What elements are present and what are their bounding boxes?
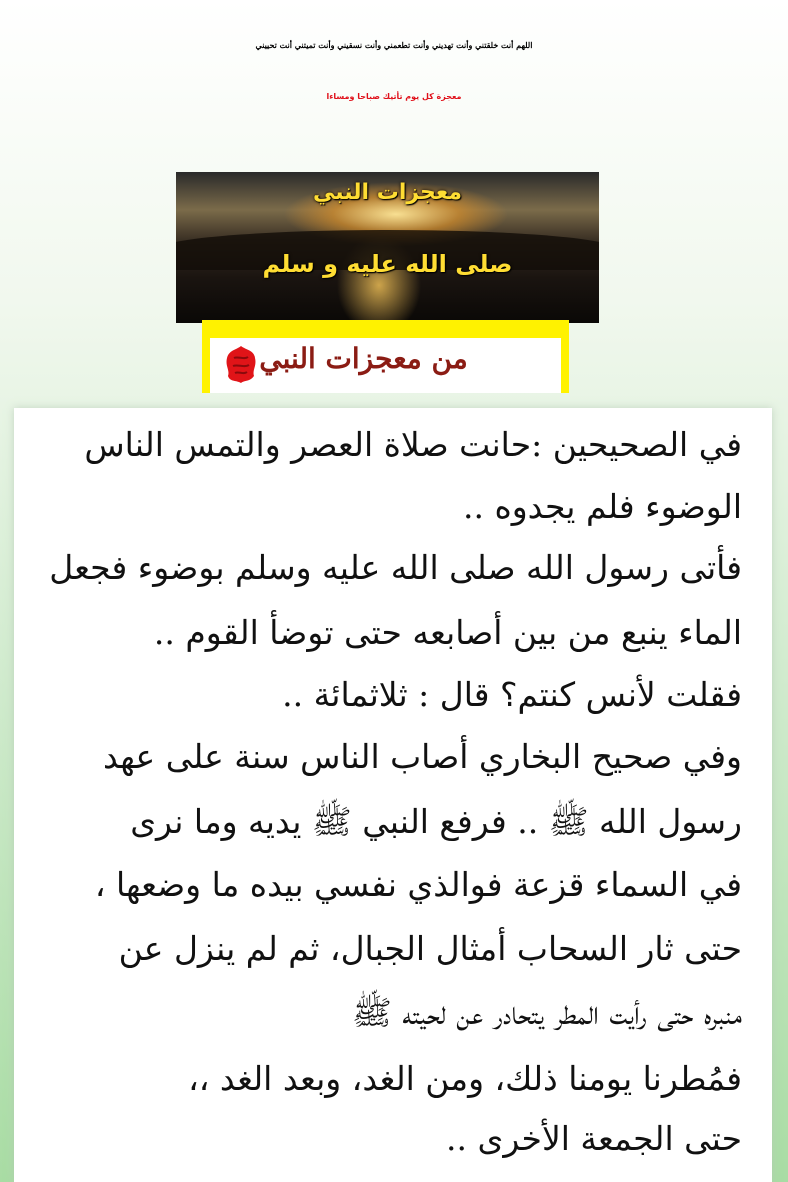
- banner-image: [176, 172, 599, 323]
- content-line: منبره حتى رأيت المطر يتحادر عن لحيته ﷺ: [352, 993, 742, 1032]
- prayer-line: اللهم أنت خلقتني وأنت تهديني وأنت تطعمني وأنت نسقيني وأنت تميتني أنت تحييني: [255, 40, 533, 50]
- content-line: الوضوء فلم يجدوه ..: [462, 487, 742, 526]
- content-line: رسول الله ﷺ .. فرفع النبي ﷺ يديه وما نرى: [130, 802, 742, 841]
- content-line: فأتى رسول الله صلى الله عليه وسلم بوضوء فجعل: [49, 548, 742, 587]
- content-line: فقلت لأنس كنتم؟ قال : ثلاثمائة ..: [282, 675, 742, 714]
- banner-title: معجزات النبي: [313, 180, 462, 205]
- page-title: معجزة كل يوم تأتيك صباحا ومساءا: [326, 92, 462, 101]
- content-line: حتى ثار السحاب أمثال الجبال، ثم لم ينزل عن: [118, 929, 742, 968]
- section-label: من معجزات النبي: [259, 342, 468, 375]
- content-line: وفي صحيح البخاري أصاب الناس سنة على عهد: [102, 737, 742, 776]
- content-line: في الصحيحين :حانت صلاة العصر والتمس الناس: [84, 425, 742, 464]
- banner-subtitle: صلى الله عليه و سلم: [262, 250, 513, 278]
- content-panel: [14, 408, 772, 1182]
- section-label-inner: [210, 338, 561, 393]
- content-line: في السماء قزعة فوالذي نفسي بيده ما وضعها ،: [94, 865, 742, 904]
- section-label-box: [202, 320, 569, 393]
- salawat-seal-icon: [224, 344, 258, 384]
- content-line: حتى الجمعة الأخرى ..: [446, 1119, 742, 1158]
- content-line: فمُطرنا يومنا ذلك، ومن الغد، وبعد الغد ،،: [188, 1059, 742, 1098]
- content-line: الماء ينبع من بين أصابعه حتى توضأ القوم ..: [153, 613, 742, 652]
